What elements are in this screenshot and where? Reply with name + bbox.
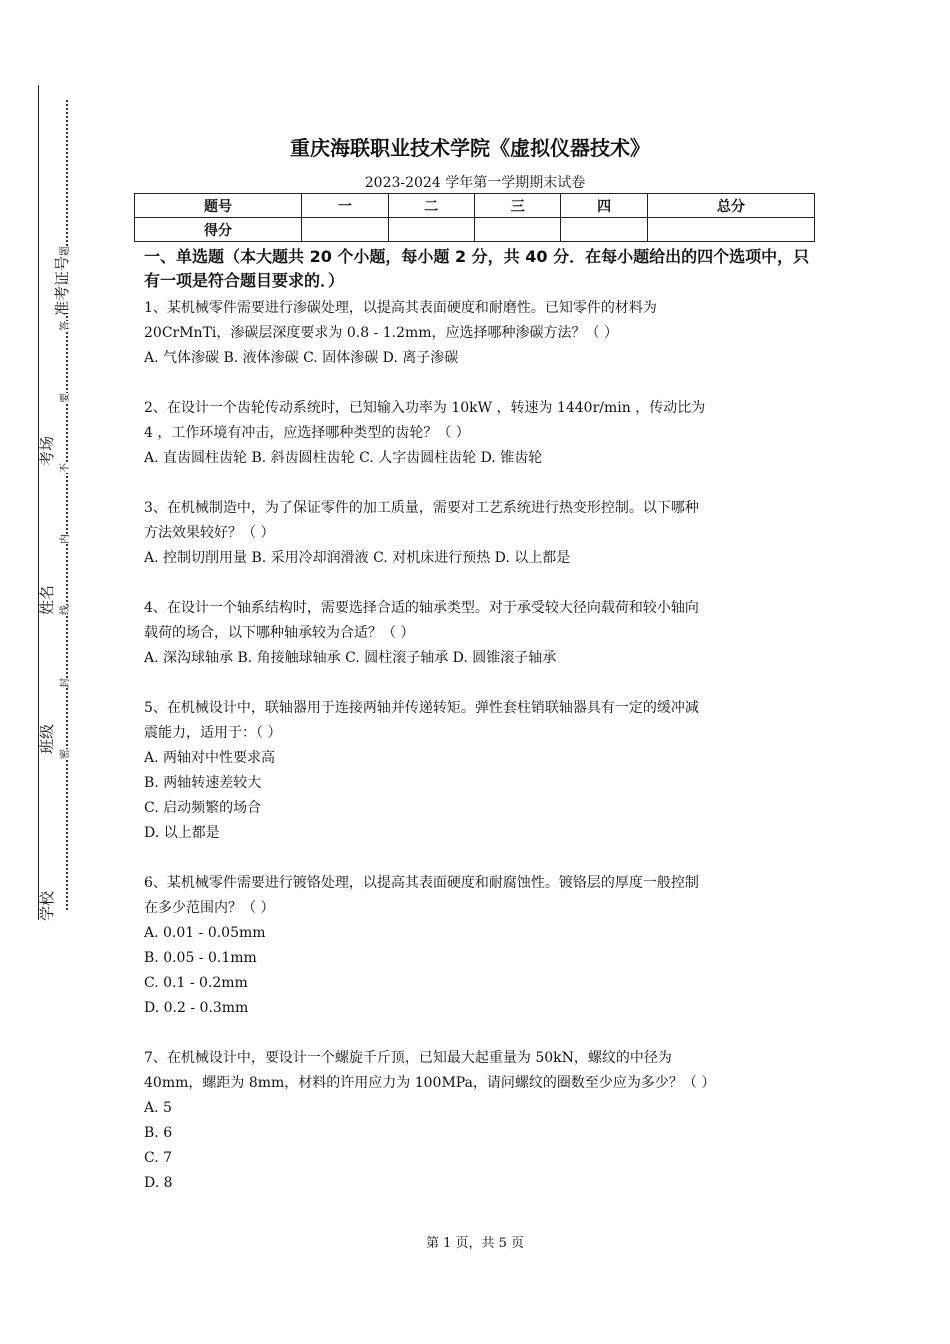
question-stem-line: 震能力，适用于：（ ）: [144, 725, 282, 741]
question-stem-line: 5、在机械设计中，联轴器用于连接两轴并传递转矩。弹性套柱销联轴器具有一定的缓冲减: [144, 700, 699, 716]
question-option: A. 0.01 - 0.05mm: [144, 925, 266, 941]
score-cell: [561, 218, 647, 242]
exam-room-label: 考场: [38, 435, 57, 467]
binding-line: [38, 85, 39, 920]
score-cell: [474, 218, 560, 242]
question-option: B. 两轴转速差较大: [144, 775, 262, 791]
question-option: D. 0.2 - 0.3mm: [144, 1000, 249, 1016]
question-3: [144, 496, 810, 571]
section-heading: 一、单选题（本大题共 20 个小题，每小题 2 分，共 40 分．在每小题给出的四个选项中，只有一项是符合题目要求的．）: [144, 247, 810, 290]
seal-char: 要: [60, 393, 71, 403]
question-stem-line: 方法效果较好？（ ）: [144, 525, 275, 541]
seal-char: 答: [60, 321, 71, 331]
score-table-score-row: [135, 218, 815, 242]
score-header-cell: 一: [302, 194, 388, 218]
seal-char: 线: [60, 605, 71, 615]
question-option: A. 控制切削用量 B. 采用冷却润滑液 C. 对机床进行预热 D. 以上都是: [144, 550, 571, 566]
seal-char: 内: [60, 534, 71, 544]
score-header-cell: 四: [561, 194, 647, 218]
question-option: A. 气体渗碳 B. 液体渗碳 C. 固体渗碳 D. 离子渗碳: [144, 350, 459, 366]
question-content: [144, 245, 810, 1221]
question-option: A. 直齿圆柱齿轮 B. 斜齿圆柱齿轮 C. 人字齿圆柱齿轮 D. 锥齿轮: [144, 450, 543, 466]
question-stem-line: 1、某机械零件需要进行渗碳处理，以提高其表面硬度和耐磨性。已知零件的材料为: [144, 300, 657, 316]
page-footer: 第 1 页，共 5 页: [425, 1236, 525, 1251]
question-stem-line: 在多少范围内？（ ）: [144, 900, 275, 916]
question-list: [144, 296, 810, 1196]
question-option: B. 0.05 - 0.1mm: [144, 950, 257, 966]
exam-number-label: 准考证号: [53, 255, 72, 317]
score-cell: [302, 218, 388, 242]
question-1: [144, 296, 810, 371]
school-label: 学校: [38, 890, 57, 922]
question-option: A. 两轴对中性要求高: [144, 750, 276, 766]
seal-char: 封: [60, 678, 71, 688]
question-stem-line: 3、在机械制造中，为了保证零件的加工质量，需要对工艺系统进行热变形控制。以下哪种: [144, 500, 699, 516]
question-option: D. 以上都是: [144, 825, 220, 841]
score-header-cell: 总分: [647, 194, 814, 218]
question-2: [144, 396, 810, 471]
score-header-cell: 三: [474, 194, 560, 218]
question-stem-line: 2、在设计一个齿轮传动系统时，已知输入功率为 10kW ，转速为 1440r/min ，传动比为: [144, 400, 706, 416]
question-option: C. 7: [144, 1150, 173, 1166]
question-option: C. 0.1 - 0.2mm: [144, 975, 248, 991]
question-stem-line: 载荷的场合，以下哪种轴承较为合适？（ ）: [144, 625, 415, 641]
question-7: [144, 1046, 810, 1196]
seal-char: 密: [60, 749, 71, 759]
exam-title: 重庆海联职业技术学院《虚拟仪器技术》: [290, 136, 650, 160]
seal-char: 题: [60, 246, 71, 256]
seal-char: 不: [60, 463, 71, 473]
name-label: 姓名: [38, 584, 57, 616]
question-option: D. 8: [144, 1175, 173, 1191]
question-stem-line: 40mm，螺距为 8mm，材料的许用应力为 100MPa，请问螺纹的圈数至少应为多少？（ ）: [144, 1075, 716, 1091]
score-header-cell: 题号: [135, 194, 302, 218]
score-cell: [647, 218, 814, 242]
score-cell: [388, 218, 474, 242]
class-label: 班级: [38, 723, 57, 755]
seal-dotted-line: [66, 100, 68, 910]
score-row-label: 得分: [135, 218, 302, 242]
question-stem-line: 7、在机械设计中，要设计一个螺旋千斤顶，已知最大起重量为 50kN，螺纹的中径为: [144, 1050, 672, 1066]
question-option: C. 启动频繁的场合: [144, 800, 262, 816]
score-table: [134, 193, 815, 242]
question-stem-line: 4 ，工作环境有冲击，应选择哪种类型的齿轮？（ ）: [144, 425, 470, 441]
question-4: [144, 596, 810, 671]
question-stem-line: 20CrMnTi，渗碳层深度要求为 0.8 - 1.2mm，应选择哪种渗碳方法？（ ）: [144, 325, 618, 341]
question-5: [144, 696, 810, 846]
question-option: A. 深沟球轴承 B. 角接触球轴承 C. 圆柱滚子轴承 D. 圆锥滚子轴承: [144, 650, 557, 666]
question-option: A. 5: [144, 1100, 172, 1116]
score-table-header-row: [135, 194, 815, 218]
question-stem-line: 4、在设计一个轴系结构时，需要选择合适的轴承类型。对于承受较大径向载荷和较小轴向: [144, 600, 699, 616]
question-6: [144, 871, 810, 1021]
question-option: B. 6: [144, 1125, 173, 1141]
score-header-cell: 二: [388, 194, 474, 218]
exam-subtitle: 2023-2024 学年第一学期期末试卷: [364, 175, 586, 191]
question-stem-line: 6、某机械零件需要进行镀铬处理，以提高其表面硬度和耐腐蚀性。镀铬层的厚度一般控制: [144, 875, 699, 891]
